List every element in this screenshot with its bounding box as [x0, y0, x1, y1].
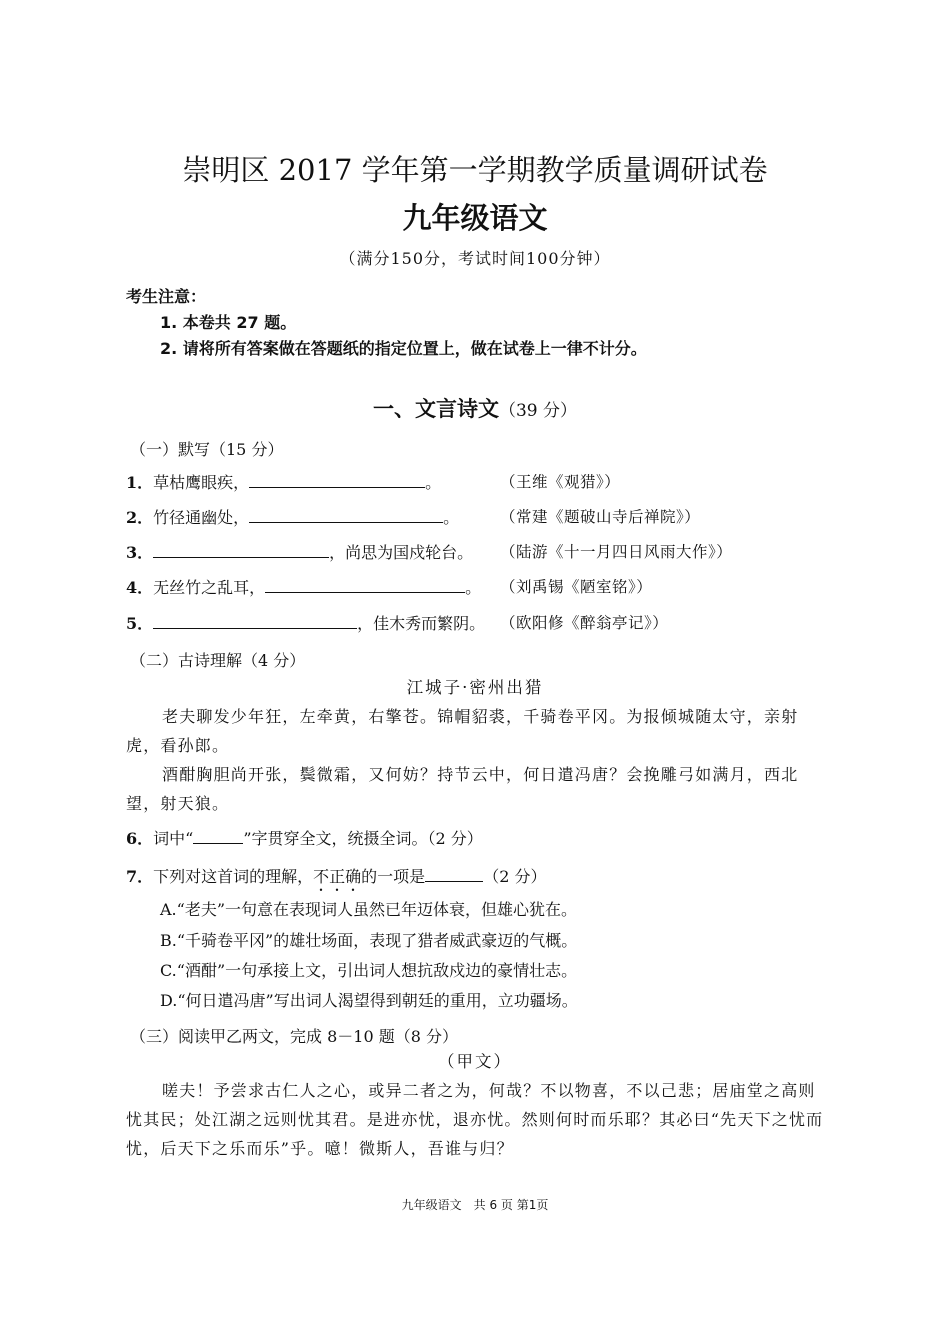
- question-text: 词中“: [153, 829, 194, 848]
- answer-blank[interactable]: [153, 614, 357, 629]
- question-number: 3．: [126, 543, 154, 562]
- poem-title: 江城子·密州出猎: [406, 678, 544, 697]
- option-c: C.“酒酣”一句承接上文，引出词人想抗敌戍边的豪情壮志。: [160, 961, 578, 980]
- question-number: 7．: [126, 867, 154, 886]
- poem-paragraph: 酒酣胸胆尚开张，鬓微霜，又何妨？持节云中，何日遣冯唐？会挽雕弓如满月，西北望，射天狼。: [126, 765, 799, 813]
- text-body: 嗟夫！予尝求古仁人之心，或异二者之为，何哉？不以物喜，不以己悲；居庙堂之高则忧其民；处江湖之远则忧其君。是进亦忧，退亦忧。然则何时而乐耶？其必曰“先天下之忧而忧，后天下之乐而乐”乎。噫！微斯人，吾谁与归？: [126, 1081, 824, 1158]
- option-a: A.“老夫”一句意在表现词人虽然已年迈体衰，但雄心犹在。: [160, 900, 578, 919]
- question-text: 。: [443, 508, 460, 527]
- question-text: ，佳木秀而繁阴。: [357, 614, 486, 633]
- text-title: （甲文）: [438, 1052, 512, 1071]
- question-number: 5．: [126, 614, 154, 633]
- question-2: [126, 505, 459, 528]
- exam-title: 崇明区 2017 学年第一学期教学质量调研试卷: [182, 153, 768, 187]
- notice-item: 1. 本卷共 27 题。: [160, 313, 297, 332]
- answer-blank[interactable]: [249, 473, 425, 488]
- score-note: （满分150分，考试时间100分钟）: [339, 249, 611, 268]
- question-source: （常建《题破山寺后禅院》）: [500, 508, 701, 526]
- answer-blank[interactable]: [153, 543, 329, 558]
- question-text: 草枯鹰眼疾，: [153, 473, 250, 492]
- question-source: （陆游《十一月四日风雨大作》）: [500, 543, 733, 561]
- section-title-text: 一、文言诗文: [372, 397, 499, 421]
- part-heading: （二）古诗理解（4 分）: [130, 651, 306, 670]
- question-number: 6．: [126, 829, 154, 848]
- question-text: 。: [465, 578, 482, 597]
- question-6: [126, 826, 483, 849]
- answer-blank[interactable]: [249, 508, 443, 523]
- question-source: （欧阳修《醉翁亭记》）: [500, 614, 669, 632]
- section-points: （39 分）: [498, 401, 578, 421]
- question-text: ，尚思为国戍轮台。: [329, 543, 474, 562]
- option-b: B.“千骑卷平冈”的雄壮场面，表现了猎者威武豪迈的气概。: [160, 931, 578, 950]
- exam-subtitle: 九年级语文: [402, 201, 548, 235]
- notice-heading: 考生注意：: [126, 287, 207, 306]
- answer-blank[interactable]: [425, 867, 483, 882]
- question-text: 竹径通幽处，: [153, 508, 250, 527]
- section-title: [0, 393, 950, 423]
- question-text: 下列对这首词的理解，: [153, 867, 314, 886]
- question-text: 无丝竹之乱耳，: [153, 578, 266, 597]
- question-4: [126, 575, 481, 598]
- option-d: D.“何日遣冯唐”写出词人渴望得到朝廷的重用，立功疆场。: [160, 991, 578, 1010]
- question-7: [126, 864, 546, 895]
- answer-blank[interactable]: [265, 578, 465, 593]
- question-text: 的一项是: [361, 867, 426, 886]
- poem-paragraph: 老夫聊发少年狂，左牵黄，右擎苍。锦帽貂裘，千骑卷平冈。为报倾城随太守，亲射虎，看孙郎。: [126, 707, 799, 755]
- question-5: [126, 611, 485, 634]
- part-heading: （三）阅读甲乙两文，完成 8－10 题（8 分）: [130, 1027, 458, 1046]
- part-heading: （一）默写（15 分）: [130, 440, 284, 459]
- question-source: （王维《观猎》）: [500, 473, 621, 491]
- question-number: 2．: [126, 508, 154, 527]
- question-text: （2 分）: [483, 867, 547, 886]
- notice-item: 2. 请将所有答案做在答题纸的指定位置上，做在试卷上一律不计分。: [160, 339, 647, 358]
- emphasized-text: 不正确: [313, 867, 362, 886]
- question-3: [126, 540, 473, 563]
- question-1: [126, 470, 441, 493]
- page-footer: 九年级语文 共 6 页 第1页: [401, 1198, 549, 1212]
- question-source: （刘禹锡《陋室铭》）: [500, 578, 653, 596]
- question-text: 。: [425, 473, 442, 492]
- answer-blank[interactable]: [193, 829, 243, 844]
- question-number: 4．: [126, 578, 154, 597]
- question-text: ”字贯穿全文，统摄全词。（2 分）: [243, 829, 483, 848]
- question-number: 1．: [126, 473, 154, 492]
